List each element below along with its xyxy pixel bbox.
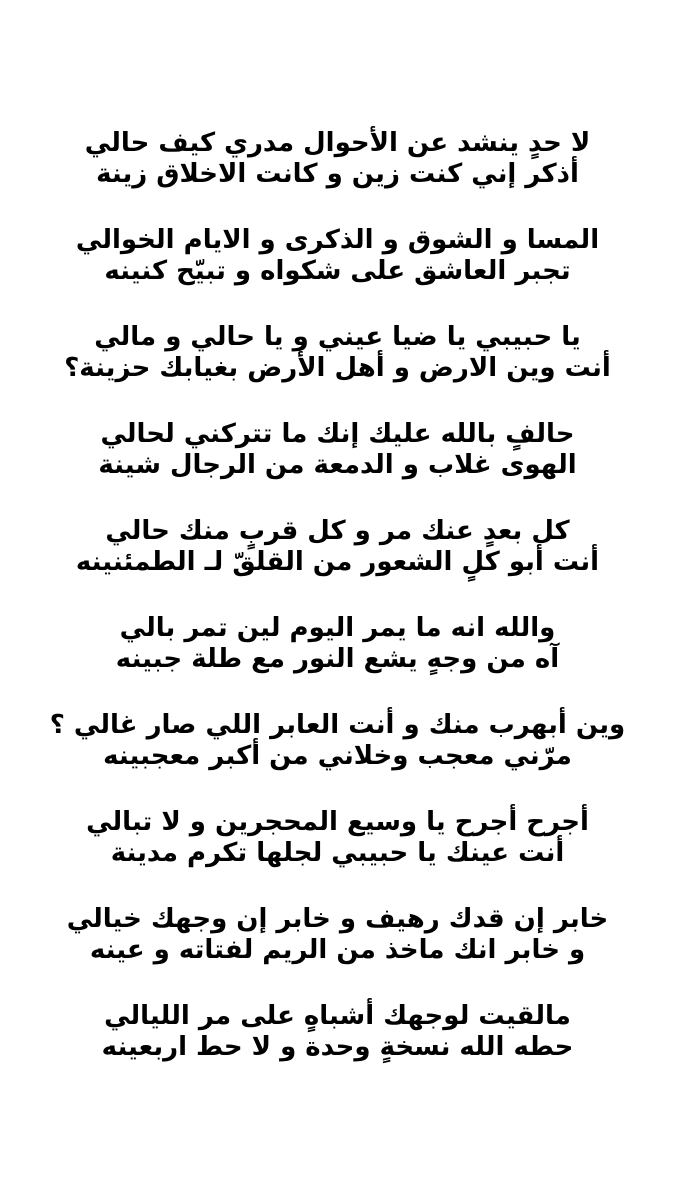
stanza (0, 225, 675, 322)
verse-line: والله انه ما يمر اليوم لين تمر بالي (119, 613, 556, 643)
verse-line: أنت وين الارض و أهل الأرض بغيابك حزينة؟ (64, 353, 611, 383)
verse-line: آه من وجهٍ يشع النور مع طلة جبينه (115, 644, 560, 674)
verse-line: لا حدٍ ينشد عن الأحوال مدري كيف حالي (84, 128, 591, 158)
verse-line: أذكر إني كنت زين و كانت الاخلاق زينة (96, 159, 579, 189)
verse-line: مالقيت لوجهك أشباهٍ على مر الليالي (104, 1001, 571, 1031)
stanza (0, 613, 675, 710)
verse-line: أنت أبو كلٍ الشعور من القلقّ لـ الطمئنينه (75, 547, 600, 577)
verse-line: مرّني معجب وخلاني من أكبر معجبينه (103, 741, 572, 771)
verse-line: خابر إن قدك رهيف و خابر إن وجهك خيالي (66, 904, 609, 934)
stanza (0, 710, 675, 807)
verse-line: تجبر العاشق على شكواه و تبيّح كنينه (104, 256, 571, 286)
verse-line: يا حبيبي يا ضيا عيني و يا حالي و مالي (94, 322, 581, 352)
stanza (0, 807, 675, 904)
poem (0, 128, 675, 1098)
verse-line: كل بعدٍ عنك مر و كل قربٍ منك حالي (105, 516, 570, 546)
verse-line: حطه الله نسخةٍ وحدة و لا حط اربعينه (101, 1032, 574, 1062)
verse-line: المسا و الشوق و الذكرى و الايام الخوالي (75, 225, 600, 255)
stanza (0, 1001, 675, 1098)
stanza (0, 419, 675, 516)
stanza (0, 128, 675, 225)
verse-line: الهوى غلاب و الدمعة من الرجال شينة (98, 450, 577, 480)
stanza (0, 904, 675, 1001)
verse-line: وين أبهرب منك و أنت العابر اللي صار غالي ؟ (49, 710, 626, 740)
stanza (0, 322, 675, 419)
verse-line: أنت عينك يا حبيبي لجلها تكرم مدينة (110, 838, 565, 868)
stanza (0, 516, 675, 613)
verse-line: حالفٍ بالله عليك إنك ما تتركني لحالي (100, 419, 575, 449)
verse-line: أجرح أجرح يا وسيع المحجرين و لا تبالي (86, 807, 589, 837)
verse-line: و خابر انك ماخذ من الريم لفتاته و عينه (89, 935, 586, 965)
